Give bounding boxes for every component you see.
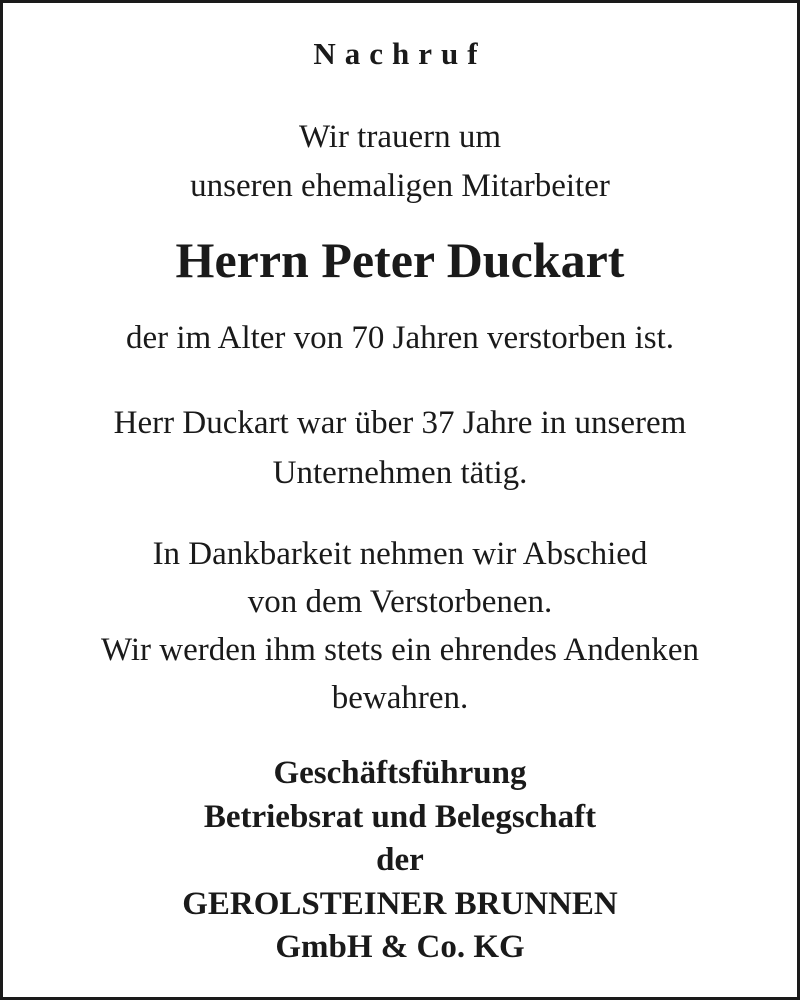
company-name: GEROLSTEINER BRUNNEN [182,885,618,922]
farewell-statement [0,530,800,722]
signature-line-3: der [376,842,424,878]
farewell-line-1: In Dankbarkeit nehmen wir Abschied [152,536,648,572]
farewell-line-3: Wir werden ihm stets ein ehrendes Andenken [101,632,699,668]
service-statement [0,398,800,498]
signature-block [0,752,800,970]
intro-text [0,113,800,211]
farewell-line-2: von dem Verstorbenen. [247,584,553,620]
intro-line-1: Wir trauern um [298,119,502,155]
signature-line-1: Geschäftsführung [273,755,527,791]
service-line-2: Unternehmen tätig. [272,455,528,491]
deceased-name: Herrn Peter Duckart [175,232,625,288]
age-statement: der im Alter von 70 Jahren verstorben ist. [125,320,675,356]
obituary-heading: Nachruf [313,36,487,71]
signature-line-2: Betriebsrat und Belegschaft [203,798,597,835]
farewell-line-4: bewahren. [331,680,469,716]
company-legal-form: GmbH & Co. KG [275,929,525,965]
intro-line-2: unseren ehemaligen Mitarbeiter [190,168,610,204]
service-line-1: Herr Duckart war über 37 Jahre in unserem [113,405,687,441]
